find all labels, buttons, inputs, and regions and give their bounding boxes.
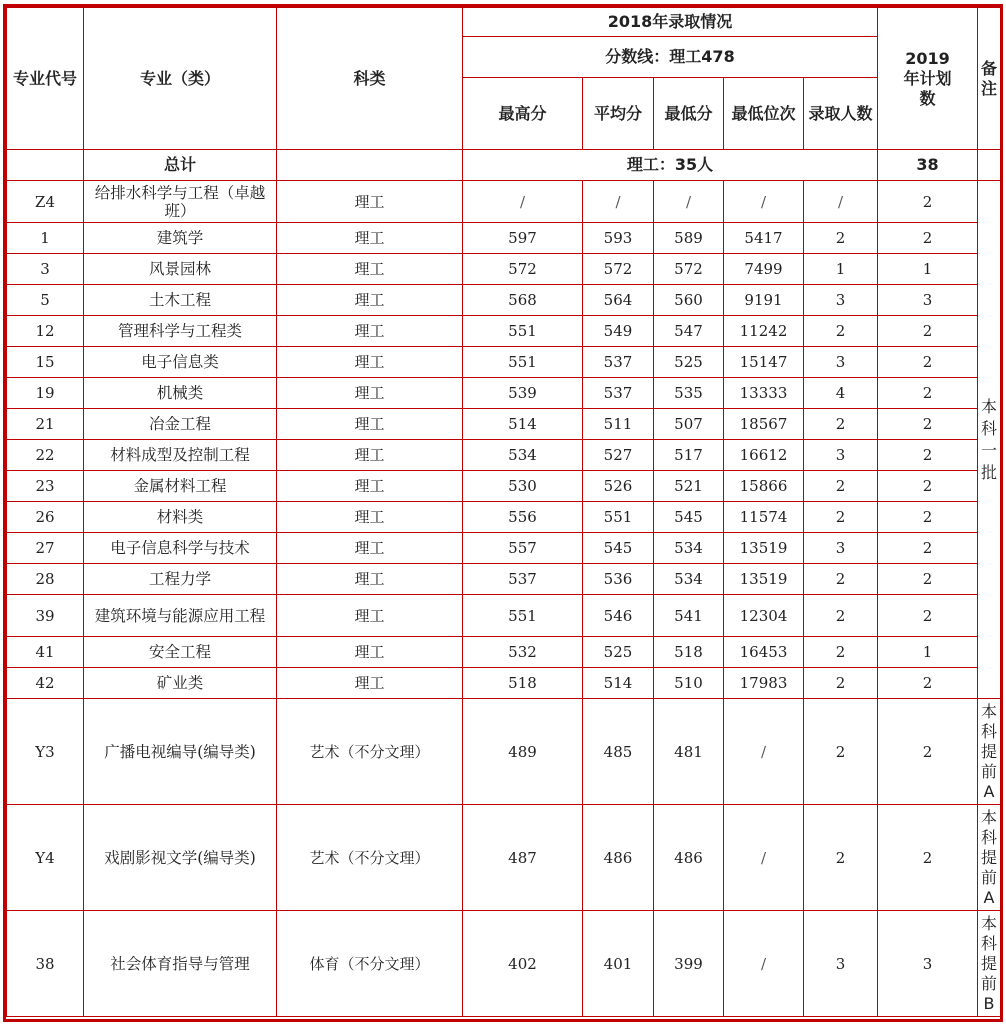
- row-avg: 593: [583, 223, 654, 254]
- row-plan: 2: [878, 564, 978, 595]
- row-category: 理工: [277, 378, 463, 409]
- row-code: 5: [7, 285, 84, 316]
- row-min-rank: 13519: [724, 533, 804, 564]
- table-row: [7, 637, 1001, 668]
- row-major: 给排水科学与工程（卓越班）: [84, 181, 277, 223]
- row-major: 安全工程: [84, 637, 277, 668]
- row-admitted: 3: [804, 533, 878, 564]
- row-min: 507: [654, 409, 724, 440]
- row-min: 547: [654, 316, 724, 347]
- table-row: [7, 181, 1001, 223]
- row-min-rank: 15866: [724, 471, 804, 502]
- remark-first-batch: 本科一批: [978, 181, 1001, 699]
- total-remarks-cell: [978, 150, 1001, 181]
- row-major: 金属材料工程: [84, 471, 277, 502]
- row-max: 551: [463, 595, 583, 637]
- row-max: 530: [463, 471, 583, 502]
- row-max: 487: [463, 805, 583, 911]
- row-remark: 本科提前A: [978, 805, 1001, 911]
- row-avg: 537: [583, 378, 654, 409]
- row-plan: 2: [878, 471, 978, 502]
- row-major: 广播电视编导(编导类): [84, 699, 277, 805]
- row-code: 22: [7, 440, 84, 471]
- row-plan: 2: [878, 533, 978, 564]
- row-category: 理工: [277, 637, 463, 668]
- row-max: 568: [463, 285, 583, 316]
- row-min-rank: 11242: [724, 316, 804, 347]
- row-avg: 525: [583, 637, 654, 668]
- row-plan: 2: [878, 668, 978, 699]
- row-plan: 2: [878, 409, 978, 440]
- row-max: 556: [463, 502, 583, 533]
- row-major: 材料成型及控制工程: [84, 440, 277, 471]
- row-admitted: 3: [804, 285, 878, 316]
- row-max: 489: [463, 699, 583, 805]
- row-category: 理工: [277, 440, 463, 471]
- row-min: 589: [654, 223, 724, 254]
- row-code: 15: [7, 347, 84, 378]
- row-min-rank: 7499: [724, 254, 804, 285]
- table-row: [7, 347, 1001, 378]
- row-plan: 2: [878, 595, 978, 637]
- row-max: 537: [463, 564, 583, 595]
- row-min: 560: [654, 285, 724, 316]
- row-major: 冶金工程: [84, 409, 277, 440]
- total-plan-2019: 38: [878, 150, 978, 181]
- row-avg: 486: [583, 805, 654, 911]
- row-code: 23: [7, 471, 84, 502]
- row-code: 26: [7, 502, 84, 533]
- row-admitted: 2: [804, 564, 878, 595]
- row-admitted: 2: [804, 471, 878, 502]
- row-admitted: 2: [804, 805, 878, 911]
- row-min: 486: [654, 805, 724, 911]
- header-min-rank: 最低位次: [724, 78, 804, 150]
- row-admitted: 2: [804, 699, 878, 805]
- row-code: 41: [7, 637, 84, 668]
- row-category: 理工: [277, 409, 463, 440]
- row-max: 597: [463, 223, 583, 254]
- row-avg: 549: [583, 316, 654, 347]
- row-avg: 537: [583, 347, 654, 378]
- row-min-rank: /: [724, 911, 804, 1017]
- row-major: 管理科学与工程类: [84, 316, 277, 347]
- row-min-rank: /: [724, 805, 804, 911]
- table-row: [7, 699, 1001, 805]
- row-category: 体育（不分文理）: [277, 911, 463, 1017]
- row-min: 518: [654, 637, 724, 668]
- row-code: 28: [7, 564, 84, 595]
- row-avg: 511: [583, 409, 654, 440]
- table-row: [7, 595, 1001, 637]
- row-category: 艺术（不分文理）: [277, 699, 463, 805]
- table-row: [7, 223, 1001, 254]
- table-row: [7, 668, 1001, 699]
- row-min: 399: [654, 911, 724, 1017]
- row-min-rank: 12304: [724, 595, 804, 637]
- row-major: 建筑环境与能源应用工程: [84, 595, 277, 637]
- row-max: 402: [463, 911, 583, 1017]
- row-max: 532: [463, 637, 583, 668]
- row-category: 理工: [277, 533, 463, 564]
- row-min: 481: [654, 699, 724, 805]
- row-admitted: 4: [804, 378, 878, 409]
- row-min: 541: [654, 595, 724, 637]
- row-max: 557: [463, 533, 583, 564]
- row-major: 工程力学: [84, 564, 277, 595]
- row-avg: 545: [583, 533, 654, 564]
- header-max: 最高分: [463, 78, 583, 150]
- row-min-rank: /: [724, 181, 804, 223]
- row-admitted: /: [804, 181, 878, 223]
- row-admitted: 1: [804, 254, 878, 285]
- row-admitted: 3: [804, 911, 878, 1017]
- row-code: 42: [7, 668, 84, 699]
- header-major: 专业（类）: [84, 8, 277, 150]
- row-plan: 2: [878, 181, 978, 223]
- row-code: 3: [7, 254, 84, 285]
- row-max: 514: [463, 409, 583, 440]
- row-code: Y3: [7, 699, 84, 805]
- header-admitted: 录取人数: [804, 78, 878, 150]
- row-min: /: [654, 181, 724, 223]
- row-code: Z4: [7, 181, 84, 223]
- row-code: 12: [7, 316, 84, 347]
- table-row: [7, 285, 1001, 316]
- row-min-rank: 18567: [724, 409, 804, 440]
- row-major: 机械类: [84, 378, 277, 409]
- row-min-rank: 15147: [724, 347, 804, 378]
- row-category: 理工: [277, 316, 463, 347]
- table-row: [7, 502, 1001, 533]
- row-code: 21: [7, 409, 84, 440]
- total-code-cell: [7, 150, 84, 181]
- row-plan: 2: [878, 440, 978, 471]
- row-admitted: 2: [804, 409, 878, 440]
- row-avg: 485: [583, 699, 654, 805]
- row-remark: 本科提前B: [978, 911, 1001, 1017]
- row-category: 理工: [277, 595, 463, 637]
- row-major: 风景园林: [84, 254, 277, 285]
- row-min-rank: 13519: [724, 564, 804, 595]
- row-min-rank: 13333: [724, 378, 804, 409]
- row-avg: 514: [583, 668, 654, 699]
- row-major: 电子信息类: [84, 347, 277, 378]
- row-max: /: [463, 181, 583, 223]
- header-remarks: 备注: [978, 8, 1001, 150]
- row-min: 545: [654, 502, 724, 533]
- row-avg: 527: [583, 440, 654, 471]
- table-row: [7, 378, 1001, 409]
- row-admitted: 2: [804, 637, 878, 668]
- row-major: 矿业类: [84, 668, 277, 699]
- row-min-rank: 9191: [724, 285, 804, 316]
- row-code: 39: [7, 595, 84, 637]
- header-2018-group: 2018年录取情况: [463, 8, 878, 37]
- row-code: 19: [7, 378, 84, 409]
- row-avg: 551: [583, 502, 654, 533]
- row-code: Y4: [7, 805, 84, 911]
- row-major: 建筑学: [84, 223, 277, 254]
- row-major: 电子信息科学与技术: [84, 533, 277, 564]
- header-min: 最低分: [654, 78, 724, 150]
- row-category: 理工: [277, 502, 463, 533]
- table-row: [7, 409, 1001, 440]
- total-admitted-2018: 理工：35人: [463, 150, 878, 181]
- table-row: [7, 805, 1001, 911]
- table-row: [7, 471, 1001, 502]
- row-admitted: 2: [804, 502, 878, 533]
- row-min: 521: [654, 471, 724, 502]
- total-label: 总计: [84, 150, 277, 181]
- row-category: 理工: [277, 223, 463, 254]
- row-min: 534: [654, 564, 724, 595]
- row-category: 理工: [277, 181, 463, 223]
- row-plan: 2: [878, 502, 978, 533]
- row-plan: 3: [878, 911, 978, 1017]
- row-plan: 2: [878, 223, 978, 254]
- table-row: [7, 533, 1001, 564]
- row-code: 27: [7, 533, 84, 564]
- row-major: 社会体育指导与管理: [84, 911, 277, 1017]
- header-category: 科类: [277, 8, 463, 150]
- row-major: 材料类: [84, 502, 277, 533]
- header-plan-2019: 2019年计划数: [878, 8, 978, 150]
- row-category: 理工: [277, 471, 463, 502]
- row-avg: 526: [583, 471, 654, 502]
- header-avg: 平均分: [583, 78, 654, 150]
- row-plan: 1: [878, 254, 978, 285]
- row-admitted: 2: [804, 668, 878, 699]
- table-row: [7, 316, 1001, 347]
- row-avg: 536: [583, 564, 654, 595]
- row-plan: 3: [878, 285, 978, 316]
- row-min-rank: 17983: [724, 668, 804, 699]
- row-min: 510: [654, 668, 724, 699]
- row-plan: 2: [878, 378, 978, 409]
- row-remark: 本科提前A: [978, 699, 1001, 805]
- table-row: [7, 254, 1001, 285]
- row-category: 艺术（不分文理）: [277, 805, 463, 911]
- header-score-line: 分数线：理工478: [463, 37, 878, 78]
- row-avg: 546: [583, 595, 654, 637]
- row-min: 535: [654, 378, 724, 409]
- row-category: 理工: [277, 668, 463, 699]
- row-category: 理工: [277, 564, 463, 595]
- row-plan: 2: [878, 699, 978, 805]
- row-avg: 572: [583, 254, 654, 285]
- table-row: [7, 440, 1001, 471]
- row-avg: 401: [583, 911, 654, 1017]
- row-min-rank: 16612: [724, 440, 804, 471]
- row-min: 517: [654, 440, 724, 471]
- row-min-rank: 5417: [724, 223, 804, 254]
- row-category: 理工: [277, 285, 463, 316]
- header-code: 专业代号: [7, 8, 84, 150]
- row-admitted: 2: [804, 316, 878, 347]
- row-avg: 564: [583, 285, 654, 316]
- row-code: 38: [7, 911, 84, 1017]
- total-category-cell: [277, 150, 463, 181]
- row-min-rank: /: [724, 699, 804, 805]
- row-plan: 2: [878, 316, 978, 347]
- row-avg: /: [583, 181, 654, 223]
- row-max: 534: [463, 440, 583, 471]
- row-min-rank: 11574: [724, 502, 804, 533]
- admission-table: [6, 7, 1001, 1017]
- row-max: 551: [463, 347, 583, 378]
- row-admitted: 2: [804, 595, 878, 637]
- row-min: 525: [654, 347, 724, 378]
- row-major: 土木工程: [84, 285, 277, 316]
- row-major: 戏剧影视文学(编导类): [84, 805, 277, 911]
- row-plan: 1: [878, 637, 978, 668]
- row-admitted: 2: [804, 223, 878, 254]
- row-min: 572: [654, 254, 724, 285]
- row-code: 1: [7, 223, 84, 254]
- table-row: [7, 564, 1001, 595]
- row-admitted: 3: [804, 440, 878, 471]
- row-admitted: 3: [804, 347, 878, 378]
- row-plan: 2: [878, 805, 978, 911]
- row-category: 理工: [277, 254, 463, 285]
- row-max: 572: [463, 254, 583, 285]
- row-max: 539: [463, 378, 583, 409]
- row-plan: 2: [878, 347, 978, 378]
- row-min: 534: [654, 533, 724, 564]
- table-row: [7, 911, 1001, 1017]
- row-max: 551: [463, 316, 583, 347]
- row-category: 理工: [277, 347, 463, 378]
- row-min-rank: 16453: [724, 637, 804, 668]
- row-max: 518: [463, 668, 583, 699]
